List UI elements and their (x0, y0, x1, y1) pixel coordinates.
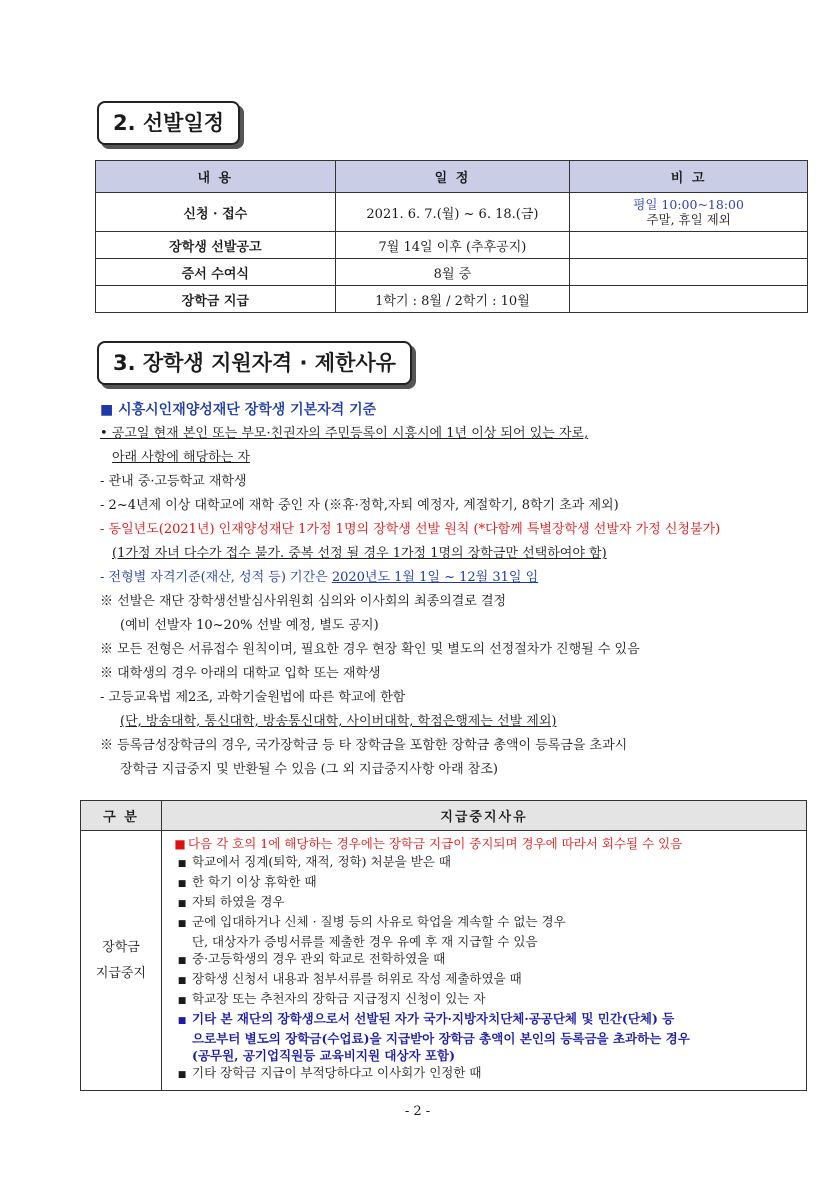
schedule-row (96, 286, 808, 313)
schedule-label: 신청 · 접수 (96, 193, 336, 232)
criteria-line: • 공고일 현재 본인 또는 부모·친권자의 주민등록이 시흥시에 1년 이상 되어 있는 자로, (100, 426, 589, 441)
criteria-line: - 관내 중·고등학교 재학생 (100, 474, 247, 489)
bullet-square-icon: ■ (177, 899, 187, 909)
stop-item-continued: 단, 대상자가 증빙서류를 제출한 경우 유예 후 재 지급할 수 있음 (192, 934, 538, 949)
bullet-square-icon: ■ (177, 996, 187, 1006)
schedule-note-line2: 주말, 휴일 제외 (646, 212, 731, 227)
criteria-heading: ■ 시흥시인재양성재단 장학생 기본자격 기준 (100, 402, 377, 418)
red-square-icon: ■ (174, 837, 186, 851)
stop-table (80, 800, 807, 1091)
stop-item: ■ 한 학기 이상 휴학한 때 (172, 873, 798, 893)
bullet-square-icon: ■ (177, 1070, 187, 1080)
page-number: - 2 - (404, 1104, 431, 1119)
stop-item: ■ 기타 장학금 지급이 부적당하다고 이사회가 인정한 때 (172, 1064, 798, 1084)
stop-item-continued: (공무원, 공기업직원등 교육비지원 대상자 포함) (192, 1048, 456, 1063)
stop-item: ■ 학교장 또는 추천자의 장학금 지급정지 신청이 있는 자 (172, 990, 798, 1010)
criteria-section (100, 398, 820, 782)
bullet-square-icon: ■ (177, 1016, 187, 1026)
stop-header-row (81, 801, 807, 831)
schedule-header-row (96, 161, 808, 193)
section2-title: 2. 선발일정 (97, 101, 240, 145)
stop-header-reasons: 지급중지사유 (162, 801, 807, 831)
bullet-square-icon: ■ (177, 976, 187, 986)
stop-category-line2: 지급중지 (95, 965, 147, 981)
schedule-date: 1학기 : 8월 / 2학기 : 10월 (335, 286, 570, 313)
schedule-row (96, 193, 808, 232)
schedule-table (95, 160, 808, 313)
criteria-line: - 동일년도(2021년) 인재양성재단 1가정 1명의 장학생 선발 원칙 (*다함께 특별장학생 선발자 가정 신청불가) (100, 522, 721, 537)
schedule-note (570, 259, 808, 286)
criteria-period-label: - 전형별 자격기준(재산, 성적 등) 기간은 (100, 570, 332, 585)
stop-category (81, 831, 162, 1091)
schedule-row (96, 232, 808, 259)
stop-intro: ■ 다음 각 호의 1에 해당하는 경우에는 장학금 지급이 중지되며 경우에 따라서 회수될 수 있음 (172, 835, 798, 853)
criteria-line: 아래 사항에 해당하는 자 (112, 450, 250, 465)
stop-item: ■ 장학생 신청서 내용과 첨부서류를 허위로 작성 제출하였을 때 (172, 970, 798, 990)
stop-item: ■ 학교에서 징계(퇴학, 재적, 정학) 처분을 받은 때 (172, 853, 798, 873)
bullet-square-icon: ■ (177, 919, 187, 929)
schedule-header-date: 일 정 (335, 161, 570, 193)
stop-category-line1: 장학금 (102, 939, 140, 955)
criteria-line: (단, 방송대학, 통신대학, 방송통신대학, 사이버대학, 학점은행제는 선발 제외) (120, 714, 557, 729)
stop-item: ■ 기타 본 재단의 장학생으로서 선발된 자가 국가·지방자치단체·공공단체 및 민간(단체) 등 (172, 1010, 798, 1030)
schedule-note-line1: 평일 10:00~18:00 (633, 197, 744, 212)
schedule-header-content: 내 용 (96, 161, 336, 193)
criteria-line: ※ 선발은 재단 장학생선발심사위원회 심의와 이사회의 최종의결로 결정 (100, 594, 507, 609)
criteria-line: - 2~4년제 이상 대학교에 재학 중인 자 (※휴·정학,자퇴 예정자, 계절학기, 8학기 초과 제외) (100, 498, 619, 513)
criteria-period-value: 2020년도 1월 1일 ~ 12월 31일 임 (331, 570, 539, 585)
stop-header-category: 구 분 (81, 801, 162, 831)
schedule-note (570, 286, 808, 313)
stop-reasons (162, 831, 807, 1091)
criteria-line: (예비 선발자 10~20% 선발 예정, 별도 공지) (120, 618, 379, 633)
bullet-square-icon: ■ (177, 879, 187, 889)
schedule-date: 7월 14일 이후 (추후공지) (335, 232, 570, 259)
schedule-label: 장학금 지급 (96, 286, 336, 313)
schedule-header-note: 비 고 (570, 161, 808, 193)
criteria-line: ※ 모든 전형은 서류접수 원칙이며, 필요한 경우 현장 확인 및 별도의 선정절차가 진행될 수 있음 (100, 642, 640, 657)
bullet-square-icon: ■ (177, 956, 187, 966)
criteria-line: - 고등교육법 제2조, 과학기술원법에 따른 학교에 한함 (100, 690, 406, 705)
criteria-line: ※ 등록금성장학금의 경우, 국가장학금 등 타 장학금을 포함한 장학금 총액이 등록금을 초과시 (100, 738, 628, 753)
schedule-row (96, 259, 808, 286)
schedule-date: 8월 중 (335, 259, 570, 286)
stop-item: ■ 자퇴 하였을 경우 (172, 893, 798, 913)
stop-item: ■ 중·고등학생의 경우 관외 학교로 전학하였을 때 (172, 950, 798, 970)
schedule-date: 2021. 6. 7.(월) ~ 6. 18.(금) (335, 193, 570, 232)
criteria-line: (1가정 자녀 다수가 접수 불가. 중복 선정 될 경우 1가정 1명의 장학금만 선택하여야 함) (112, 546, 607, 561)
schedule-note (570, 232, 808, 259)
criteria-line (100, 566, 820, 590)
stop-item: ■ 군에 입대하거나 신체 · 질병 등의 사유로 학업을 계속할 수 없는 경우 (172, 913, 798, 933)
stop-item-continued: 으로부터 별도의 장학금(수업료)을 지급받아 장학금 총액이 본인의 등록금을 초과하는 경우 (192, 1031, 690, 1046)
section3-title: 3. 장학생 지원자격 · 제한사유 (97, 341, 412, 385)
schedule-label: 증서 수여식 (96, 259, 336, 286)
schedule-label: 장학생 선발공고 (96, 232, 336, 259)
criteria-line: 장학금 지급중지 및 반환될 수 있음 (그 외 지급중지사항 아래 참조) (120, 762, 498, 777)
bullet-square-icon: ■ (177, 859, 187, 869)
stop-row (81, 831, 807, 1091)
criteria-line: ※ 대학생의 경우 아래의 대학교 입학 또는 재학생 (100, 666, 381, 681)
schedule-note (570, 193, 808, 232)
